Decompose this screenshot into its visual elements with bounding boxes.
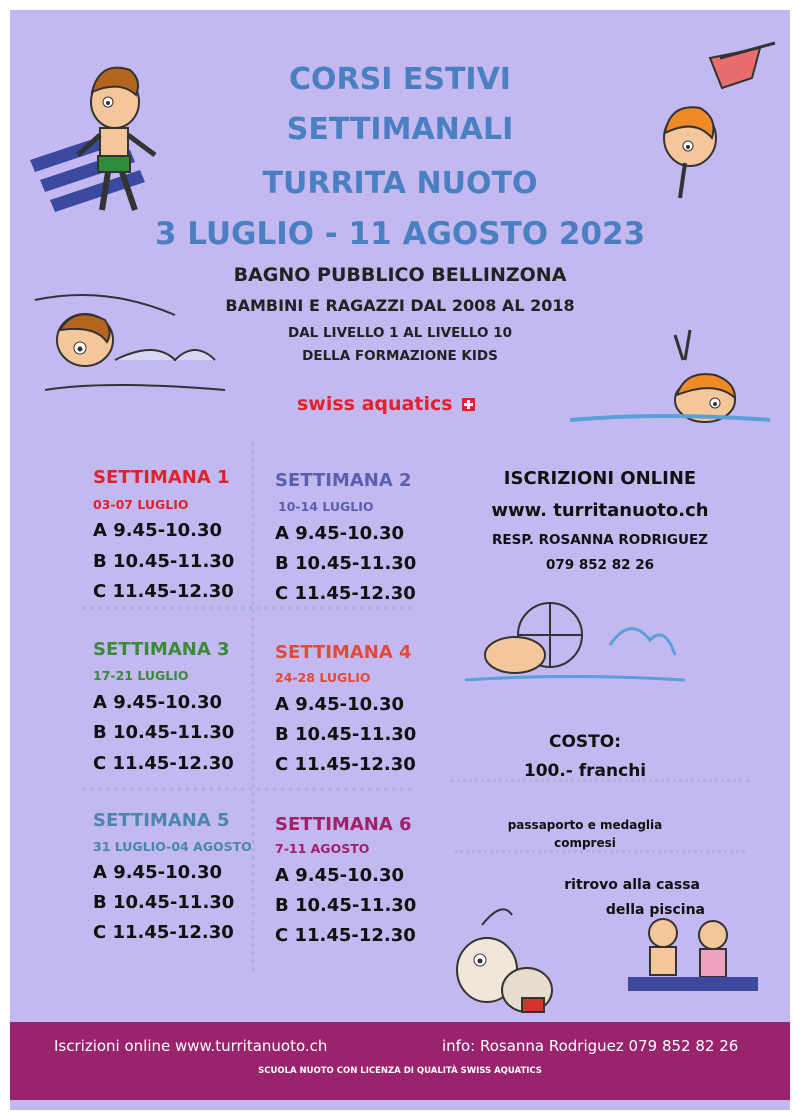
registration-url[interactable]: www. turritanuoto.ch xyxy=(491,500,709,521)
footer-right-text: info: Rosanna Rodriguez 079 852 82 26 xyxy=(442,1037,739,1055)
included-divider xyxy=(455,850,745,853)
week-6-title: SETTIMANA 6 xyxy=(275,814,412,835)
included-line-1: passaporto e medaglia xyxy=(507,818,663,832)
week-2-dates: 10-14 LUGLIO xyxy=(278,499,374,514)
meeting-line-1: ritrovo alla cassa xyxy=(564,877,700,893)
levels-line-1: DAL LIVELLO 1 AL LIVELLO 10 xyxy=(288,325,512,341)
week-5-slot-c: C 11.45-12.30 xyxy=(93,922,234,943)
week-2-slot-a: A 9.45-10.30 xyxy=(275,523,405,544)
title-line-3: TURRITA NUOTO xyxy=(262,166,538,201)
included-line-2: compresi xyxy=(554,836,616,850)
week-1-slot-c: C 11.45-12.30 xyxy=(93,581,234,602)
cost-value: 100.- franchi xyxy=(523,761,647,781)
ages: BAMBINI E RAGAZZI DAL 2008 AL 2018 xyxy=(225,296,575,315)
footer-left-text[interactable]: Iscrizioni online www.turritanuoto.ch xyxy=(54,1037,328,1055)
week-2-slot-b: B 10.45-11.30 xyxy=(275,553,417,574)
footer-license-text: SCUOLA NUOTO CON LICENZA DI QUALITÀ SWISS AQUATICS xyxy=(258,1066,542,1076)
week-6-slot-b: B 10.45-11.30 xyxy=(275,895,417,916)
week-6-slot-a: A 9.45-10.30 xyxy=(275,865,405,886)
week-1-title: SETTIMANA 1 xyxy=(93,467,230,488)
schedule-divider-1 xyxy=(82,606,412,610)
boy-standing-illustration xyxy=(30,40,180,230)
title-dates: 3 LUGLIO - 11 AGOSTO 2023 xyxy=(154,216,646,252)
week-5-dates: 31 LUGLIO-04 AGOSTO xyxy=(93,839,252,854)
week-5-slot-b: B 10.45-11.30 xyxy=(93,892,235,913)
levels-line-2: DELLA FORMAZIONE KIDS xyxy=(302,348,498,364)
title-line-1: CORSI ESTIVI xyxy=(289,62,511,97)
swimming-boy-illustration xyxy=(25,280,240,420)
week-1-slot-a: A 9.45-10.30 xyxy=(93,520,223,541)
week-4-slot-a: A 9.45-10.30 xyxy=(275,694,405,715)
week-6-slot-c: C 11.45-12.30 xyxy=(275,925,416,946)
meeting-line-2: della piscina xyxy=(605,902,705,918)
registration-contact: RESP. ROSANNA RODRIGUEZ xyxy=(492,532,708,548)
schedule-vertical-divider xyxy=(251,442,255,972)
week-5-title: SETTIMANA 5 xyxy=(93,810,230,831)
registration-phone: 079 852 82 26 xyxy=(545,557,655,573)
swimmer-splash-illustration xyxy=(460,595,690,695)
registration-title: ISCRIZIONI ONLINE xyxy=(503,468,697,489)
week-3-dates: 17-21 LUGLIO xyxy=(93,668,189,683)
week-4-dates: 24-28 LUGLIO xyxy=(275,670,371,685)
kids-sitting-illustration xyxy=(628,905,758,1015)
girl-in-water-illustration xyxy=(565,320,775,430)
week-3-title: SETTIMANA 3 xyxy=(93,639,230,660)
week-6-dates: 7-11 AGOSTO xyxy=(275,841,370,856)
venue: BAGNO PUBBLICO BELLINZONA xyxy=(233,264,567,286)
week-3-slot-c: C 11.45-12.30 xyxy=(93,753,234,774)
swiss-aquatics-wordmark: swiss aquatics xyxy=(297,393,453,415)
week-4-slot-b: B 10.45-11.30 xyxy=(275,724,417,745)
dog-mascot-illustration xyxy=(442,900,562,1020)
week-4-title: SETTIMANA 4 xyxy=(275,642,412,663)
week-4-slot-c: C 11.45-12.30 xyxy=(275,754,416,775)
footer-bar xyxy=(10,1022,790,1100)
poster xyxy=(10,10,790,1110)
week-2-title: SETTIMANA 2 xyxy=(275,470,412,491)
week-1-dates: 03-07 LUGLIO xyxy=(93,497,189,512)
cost-label: COSTO: xyxy=(548,732,622,752)
week-5-slot-a: A 9.45-10.30 xyxy=(93,862,223,883)
week-1-slot-b: B 10.45-11.30 xyxy=(93,551,235,572)
week-3-slot-b: B 10.45-11.30 xyxy=(93,722,235,743)
swiss-cross-icon xyxy=(462,398,475,411)
title-line-2: SETTIMANALI xyxy=(286,112,514,147)
diving-girl-illustration xyxy=(640,38,780,208)
schedule-divider-2 xyxy=(82,787,412,791)
week-3-slot-a: A 9.45-10.30 xyxy=(93,692,223,713)
swiss-aquatics-logo xyxy=(297,393,475,415)
week-2-slot-c: C 11.45-12.30 xyxy=(275,583,416,604)
